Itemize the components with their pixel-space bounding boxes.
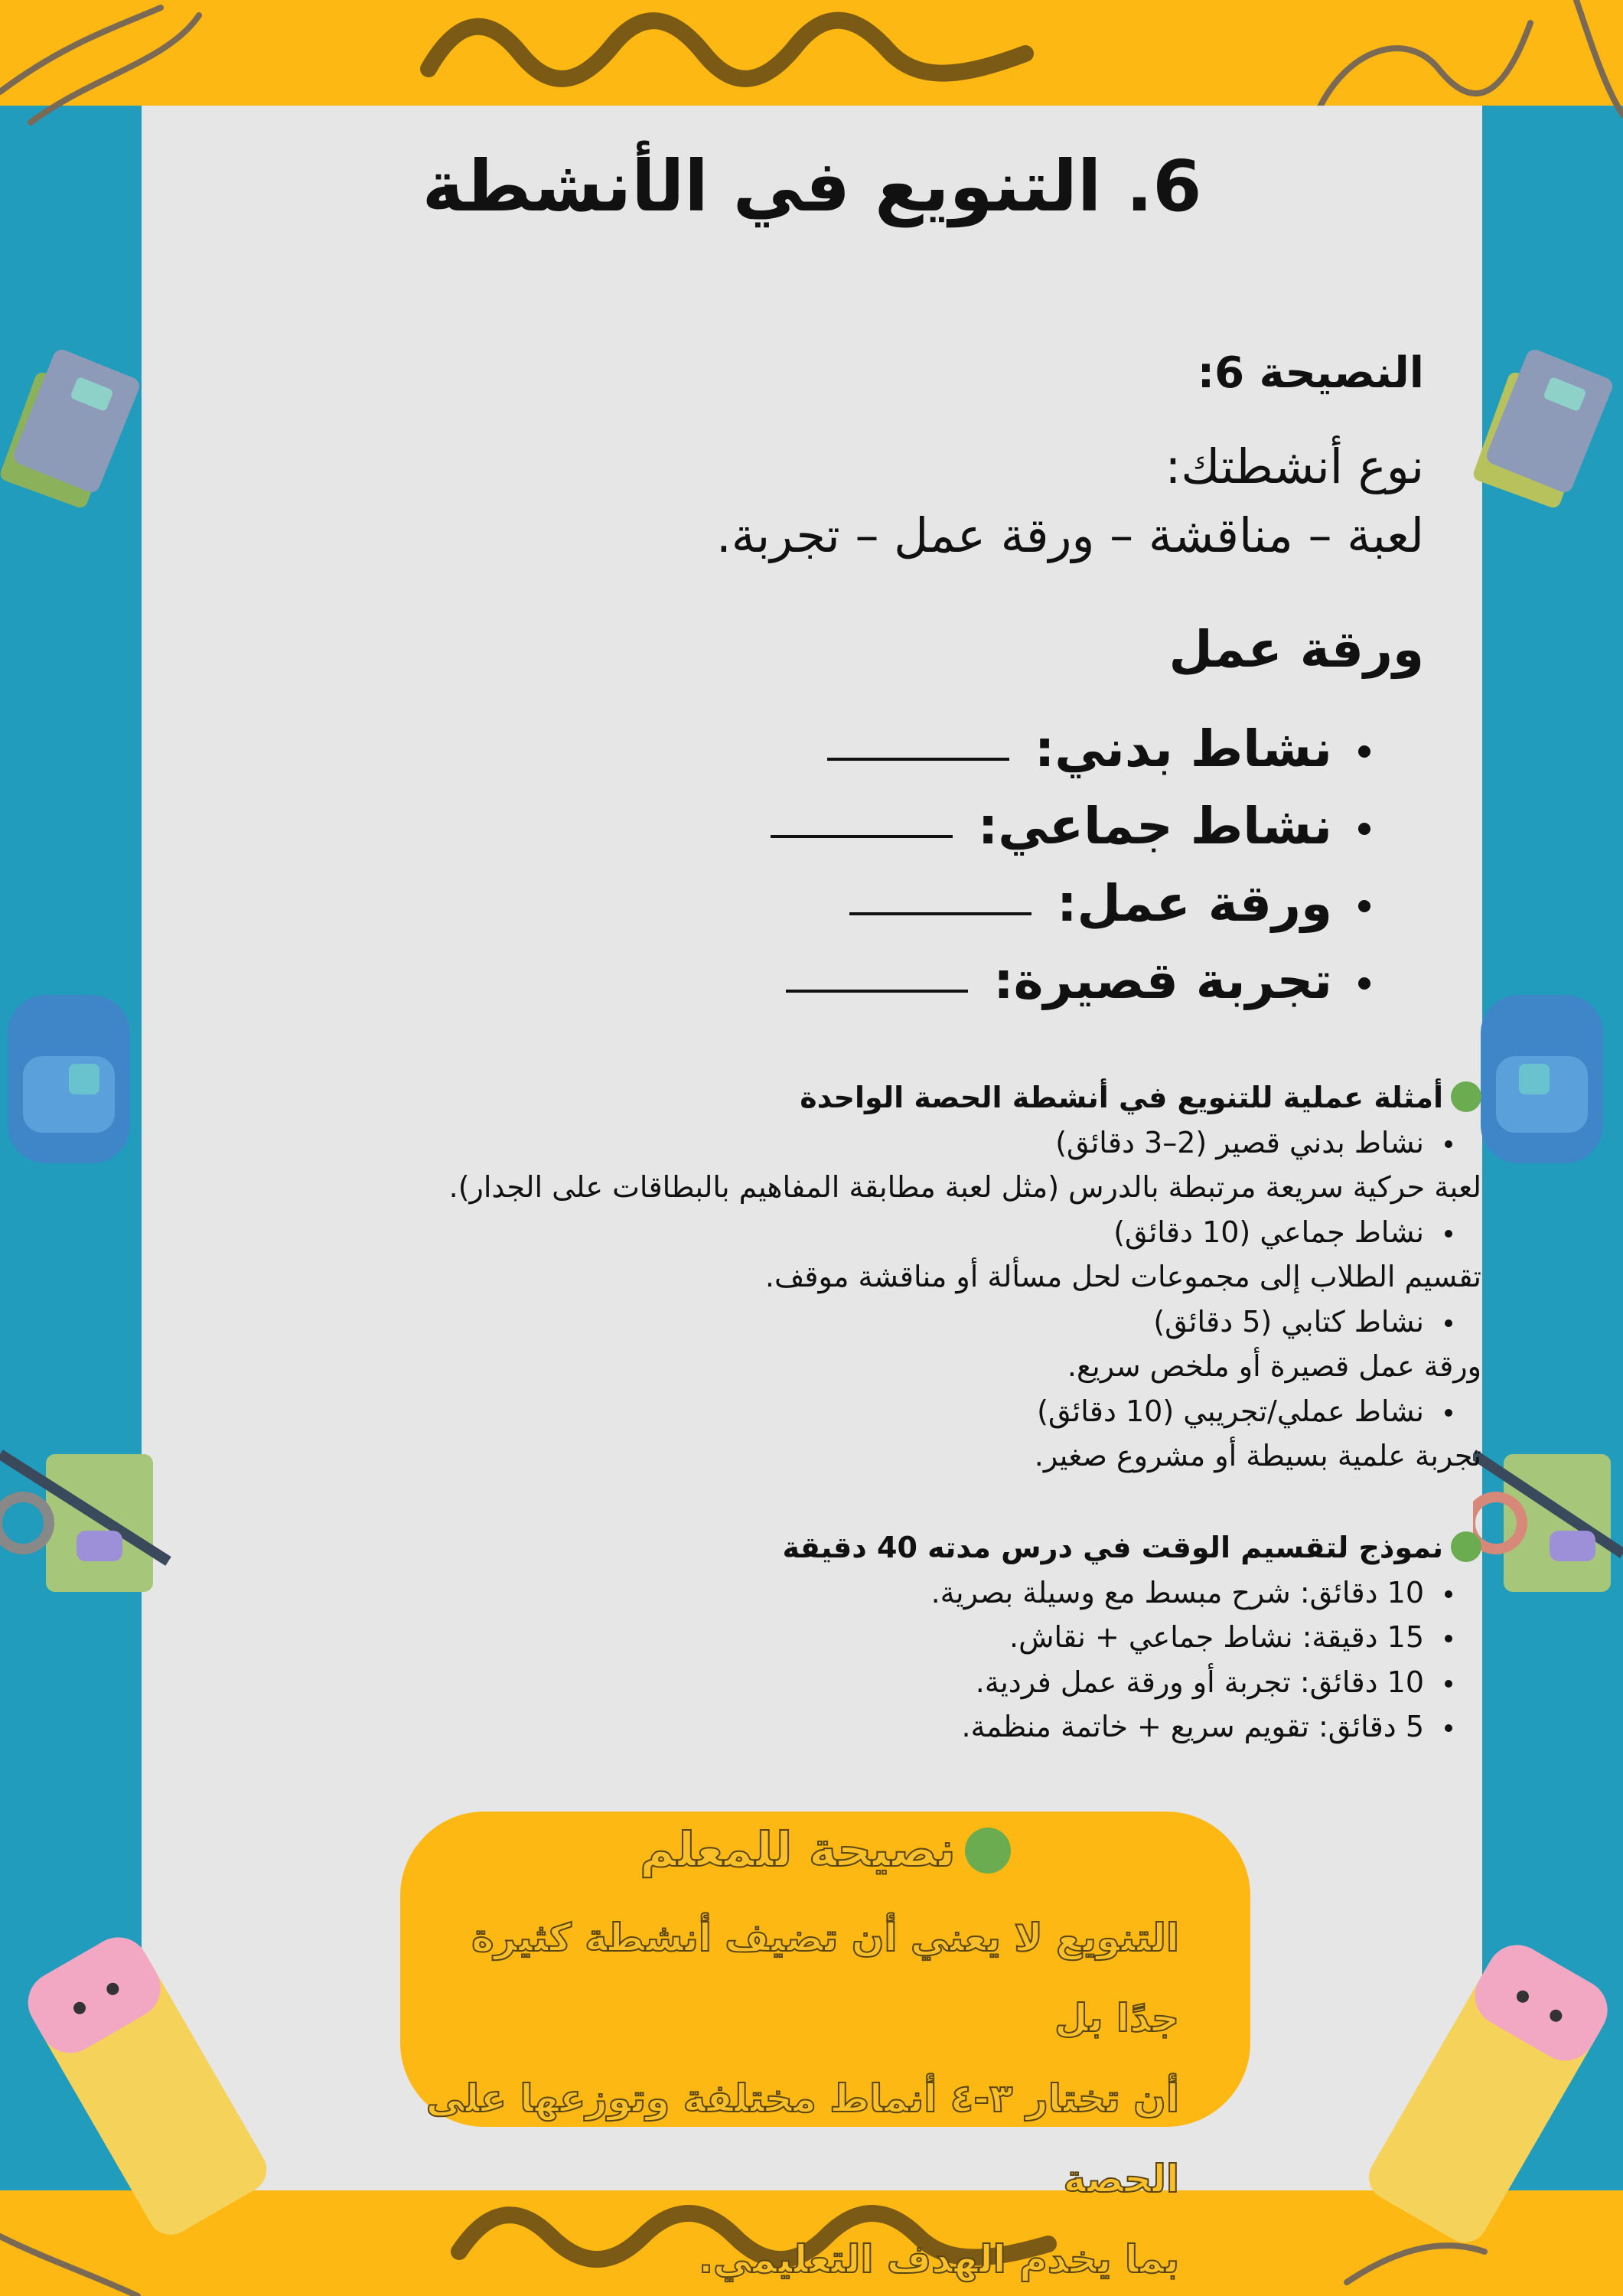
notebook-icon: [0, 337, 145, 520]
schedule-heading: نموذج لتقسيم الوقت في درس مدته 40 دقيقة: [410, 1525, 1481, 1570]
example-item-desc: تقسيم الطلاب إلى مجموعات لحل مسألة أو مناقشة موقف.: [764, 1260, 1481, 1293]
example-item-title: نشاط بدني قصير (2–3 دقائق): [410, 1120, 1481, 1166]
worksheet-item: تجربة قصيرة:: [414, 942, 1332, 1019]
worksheet-list: [414, 710, 1332, 1019]
pencil-character-icon: [0, 1890, 306, 2296]
example-item-desc: تجربة علمية بسيطة أو مشروع صغير.: [1034, 1439, 1481, 1473]
page-title: 6. التنويع في الأنشطة: [422, 145, 1202, 227]
example-item-title: نشاط جماعي (10 دقائق): [410, 1210, 1481, 1255]
worksheet-item: نشاط بدني:: [414, 710, 1332, 788]
green-circle-icon: [1451, 1081, 1481, 1112]
schedule-section: [410, 1525, 1481, 1750]
scissors-pencil-icon-right: [1473, 1439, 1623, 1684]
teacher-tip-body: [414, 1898, 1179, 2296]
pencil-character-icon-right: [1316, 1890, 1623, 2296]
examples-section: [410, 1075, 1481, 1479]
schedule-item: 10 دقائق: شرح مبسط مع وسيلة بصرية.: [410, 1570, 1481, 1616]
activity-type-block: [582, 432, 1424, 570]
activity-types-text: لعبة – مناقشة – ورقة عمل – تجربة.: [716, 507, 1424, 563]
worksheet-item: نشاط جماعي:: [414, 788, 1332, 865]
teacher-tip-line: التنويع لا يعني أن تضيف أنشطة كثيرة جدًا بل: [471, 1916, 1179, 2040]
teacher-tip-title: نصيحة للمعلم: [400, 1821, 1250, 1877]
notebook-icon-right: [1473, 337, 1623, 520]
example-item-desc: لعبة حركية سريعة مرتبطة بالدرس (مثل لعبة مطابقة المفاهيم بالبطاقات على الجدار).: [448, 1170, 1481, 1204]
backpack-icon-right: [1473, 964, 1623, 1179]
example-item-title: نشاط عملي/تجريبي (10 دقائق): [410, 1389, 1481, 1434]
backpack-icon: [0, 964, 145, 1179]
schedule-item: 15 دقيقة: نشاط جماعي + نقاش.: [410, 1615, 1481, 1660]
fill-in-blank[interactable]: [849, 899, 1031, 915]
teacher-tip-line: أن تختار ٣-٤ أنماط مختلفة وتوزعها على الحصة: [425, 2076, 1179, 2201]
worksheet-heading: ورقة عمل: [1168, 620, 1424, 679]
fill-in-blank[interactable]: [786, 976, 968, 993]
green-circle-icon: [965, 1828, 1011, 1874]
tip-heading: النصيحة 6:: [1197, 348, 1424, 398]
teacher-tip-line: بما يخدم الهدف التعليمي.: [699, 2237, 1179, 2281]
schedule-item: 5 دقائق: تقويم سريع + خاتمة منظمة.: [410, 1704, 1481, 1750]
example-item-title: نشاط كتابي (5 دقائق): [410, 1300, 1481, 1345]
fill-in-blank[interactable]: [827, 744, 1009, 761]
activity-type-label: نوع أنشطتك:: [1165, 439, 1424, 494]
green-circle-icon: [1451, 1531, 1481, 1562]
examples-heading: أمثلة عملية للتنويع في أنشطة الحصة الواحدة: [410, 1075, 1481, 1120]
example-item-desc: ورقة عمل قصيرة أو ملخص سريع.: [1067, 1349, 1481, 1383]
scissors-pencil-icon: [0, 1439, 176, 1684]
fill-in-blank[interactable]: [771, 821, 953, 838]
schedule-item: 10 دقائق: تجربة أو ورقة عمل فردية.: [410, 1660, 1481, 1705]
worksheet-item: ورقة عمل:: [414, 865, 1332, 942]
